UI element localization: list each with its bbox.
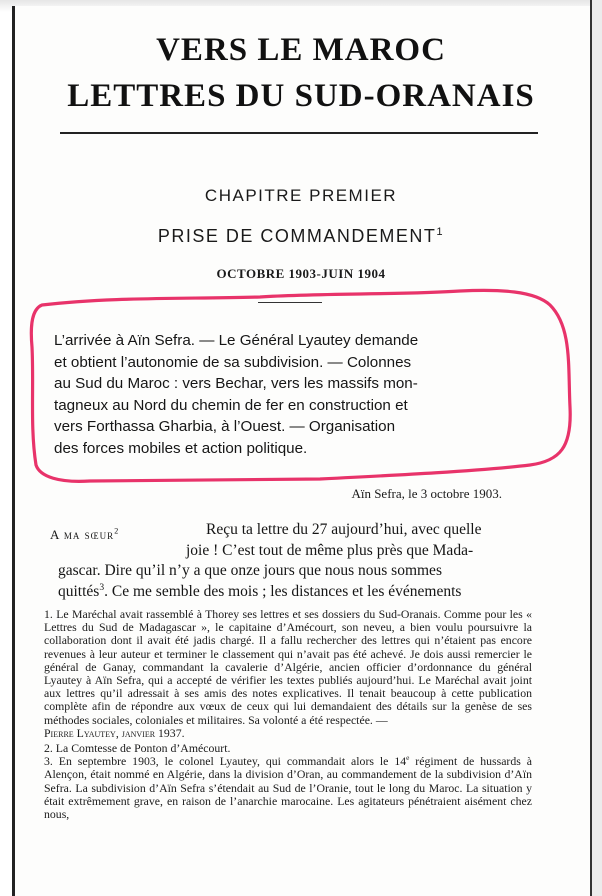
footnote-1-signature — [44, 727, 532, 740]
footnote-3-text-cont: régiment de hussards à Alençon, était nommé en Algérie, dans la division d’Oran, au commandement de la subdivision d’Aïn Sefra. La subdivision d’Aïn Sefra s’étendait au Sud de l’Oranie, tout le long du Maroc. La situation y était extrêmement grave, en raison de l’anarchie marocaine. Les agitateurs pénétraient aisément chez nous, — [44, 754, 532, 822]
letter-text: joie ! C’est tout de même plus près que Mada- — [186, 541, 474, 559]
letter-line-2 — [58, 541, 528, 562]
letter-line-4 — [58, 582, 528, 603]
letter-text: quittés — [58, 582, 100, 600]
chapter-period: OCTOBRE 1903-JUIN 1904 — [216, 266, 386, 281]
letter-text: Reçu ta lettre du 27 aujourd’hui, avec quelle — [206, 521, 482, 538]
summary-line: tagneux au Nord du chemin de fer en construction et — [54, 396, 408, 414]
salutation-footnote-ref: 2 — [114, 526, 120, 536]
chapter-title-text: PRISE DE COMMANDEMENT — [157, 226, 437, 246]
chapter-title — [0, 226, 602, 247]
summary-line: et obtient l’autonomie de sa subdivision. — Colonnes — [54, 353, 412, 371]
summary-line: vers Forthassa Gharbia, à l’Ouest. — Organisation — [54, 418, 396, 435]
summary-line: L’arrivée à Aïn Sefra. — Le Général Lyautey demande — [54, 332, 419, 349]
letter-line-1 — [58, 520, 528, 541]
salutation-text: A ma sœur — [50, 527, 115, 542]
letter-dateline: Aïn Sefra, le 3 octobre 1903. — [351, 486, 502, 501]
signature-text: Pierre Lyautey, janvier 1937. — [44, 725, 185, 740]
summary-line: des forces mobiles et action politique. — [54, 439, 308, 457]
letter-line-3: gascar. Dire qu’il n’y a que onze jours que nous nous sommes — [58, 562, 442, 579]
footnotes — [44, 608, 532, 821]
letter-text: . Ce me semble des mois ; les distances et les événements — [104, 582, 462, 600]
chapter-title-footnote-ref: 1 — [436, 226, 445, 238]
footnote-1: 1. Le Maréchal avait rassemblé à Thorey ses lettres et ses dossiers du Sud-Oranais. Comme pour les « Lettres du Sud de Madagascar », le capitaine d’Amécourt, son neveu, a bien voulu poursuivre la collaboration dont il avait été jadis chargé. Il a fallu rechercher des lettres qui n’étaient pas encore revenues à leur auteur et terminer le classement qui n’avait pas été achevé. Je dois aussi remercier le général de Ganay, commandant la cavalerie d’Algérie, ancien officier d’ordonnance du général Lyautey à Aïn Sefra, qui a accepté de vérifier les textes publiés aujourd’hui. Le Maréchal avait joint aux lettres qu’il adressait à ses amis des notes explicatives. Il tenait beaucoup à cette publication complète afin de répondre aux vœux de ceux qui lui demandaient des détails sur la genèse de ses méthodes sociales, coloniales et militaires. Sa volonté a été respectée. — — [44, 607, 532, 727]
pink-highlight-outline — [20, 287, 582, 485]
summary-line: au Sud du Maroc : vers Bechar, vers les massifs mon- — [54, 375, 418, 392]
footnote-3-superscript: e — [406, 753, 410, 763]
book-title-line-1: VERS LE MAROC — [156, 32, 446, 68]
scan-right-edge — [590, 0, 602, 896]
letter-footnote-ref: 3 — [99, 581, 105, 593]
title-rule — [60, 132, 538, 134]
footnote-3 — [44, 755, 532, 821]
chapter-number: CHAPITRE PREMIER — [204, 186, 398, 205]
footnote-2: 2. La Comtesse de Ponton d’Amécourt. — [44, 741, 231, 756]
letter-body — [58, 520, 528, 602]
book-title-line-2: LETTRES DU SUD-ORANAIS — [67, 78, 535, 114]
footnote-3-text: 3. En septembre 1903, le colonel Lyautey, qui commandait alors le 14 — [44, 754, 407, 769]
